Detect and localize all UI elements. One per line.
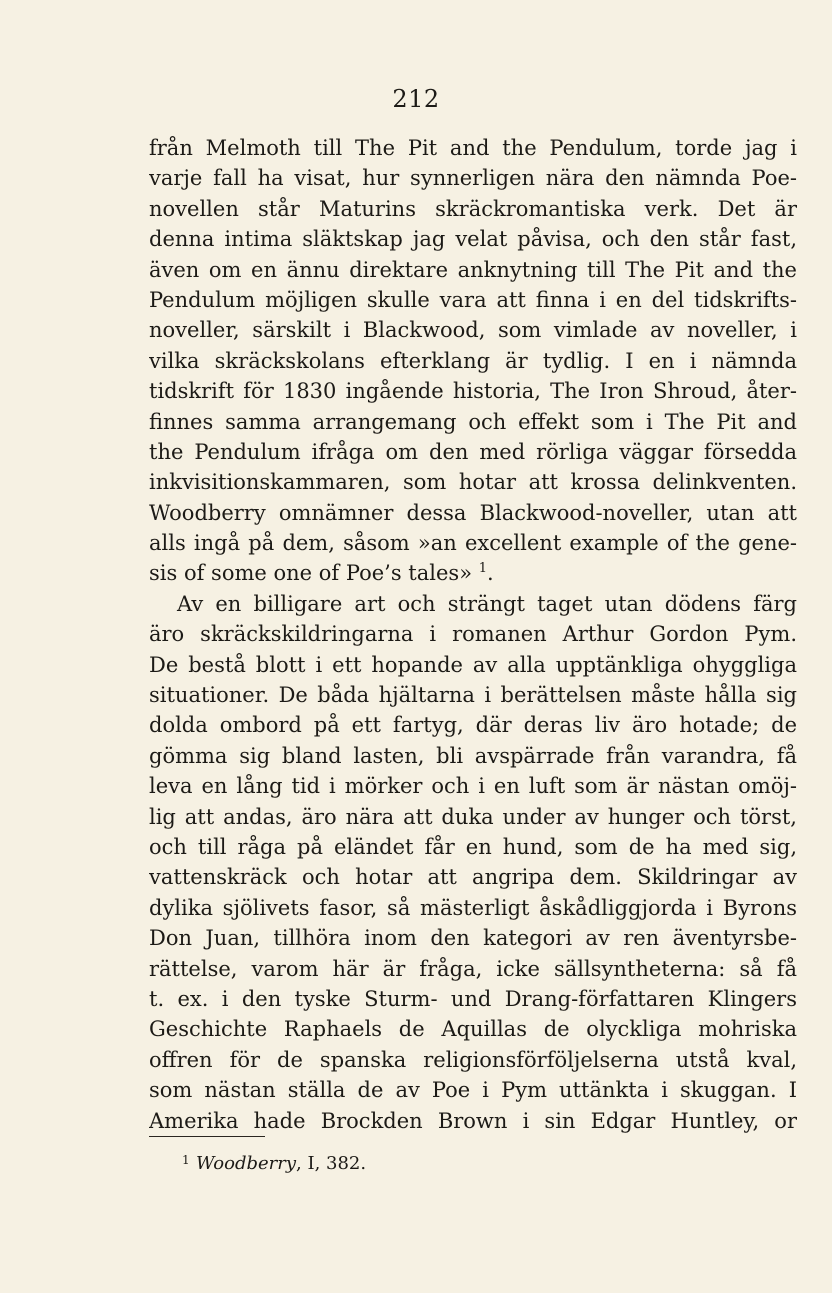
text-line: från Melmoth till The Pit and the Pendulum, torde jag i [149, 136, 797, 160]
text-line: the Pendulum ifråga om den med rörliga väggar försedda [149, 439, 797, 464]
text-line: vattenskräck och hotar att angripa dem. Skildringar av [149, 865, 797, 890]
body-text [149, 133, 797, 1136]
footnote [182, 1151, 367, 1177]
footnote-citation: , I, 382. [296, 1153, 367, 1174]
footnote-reference[interactable]: 1 [478, 561, 488, 577]
text-line: offren för de spanska religionsförföljelserna utstå kval, [149, 1047, 797, 1072]
text-line: Don Juan, tillhöra inom den kategori av ren äventyrsbe- [149, 926, 797, 951]
footnote-ref-period: . [487, 561, 494, 586]
text-line: vilka skräckskolans efterklang är tydlig. I en i nämnda [149, 348, 797, 373]
text-line: lig att andas, äro nära att duka under av hunger och törst, [149, 804, 797, 829]
text-line: varje fall ha visat, hur synnerligen nära den nämnda Poe- [149, 166, 797, 191]
text-line: Geschichte Raphaels de Aquillas de olyckliga mohriska [149, 1017, 797, 1042]
text-line: situationer. De båda hjältarna i berättelsen måste hålla sig [149, 683, 797, 708]
text-line: Woodberry omnämner dessa Blackwood-noveller, utan att [149, 500, 797, 525]
text-line-fragment: sis of some one of Poe’s tales» [149, 561, 473, 586]
text-line: De bestå blott i ett hopande av alla upptänkliga ohyggliga [149, 652, 797, 677]
text-line: alls ingå på dem, såsom »an excellent example of the gene- [149, 531, 797, 556]
text-line: tidskrift för 1830 ingående historia, The Iron Shroud, åter- [149, 379, 797, 404]
text-line: denna intima släktskap jag velat påvisa, och den står fast, [149, 227, 797, 252]
text-line: finnes samma arrangemang och effekt som i The Pit and [149, 409, 797, 434]
page-number: 212 [392, 85, 440, 113]
text-line: novellen står Maturins skräckromantiska verk. Det är [149, 196, 797, 221]
text-line: inkvisitionskammaren, som hotar att krossa delinkventen. [149, 470, 797, 495]
text-line: noveller, särskilt i Blackwood, som vimlade av noveller, i [149, 318, 797, 343]
text-line: även om en ännu direktare anknytning till The Pit and the [149, 257, 797, 282]
text-line: t. ex. i den tyske Sturm- und Drang-författaren Klingers [149, 986, 797, 1011]
text-line: dolda ombord på ett fartyg, där deras liv äro hotade; de [149, 713, 797, 738]
text-line: som nästan ställa de av Poe i Pym uttänkta i skuggan. I [149, 1078, 797, 1103]
text-line: dylika sjölivets fasor, så mästerligt åskådliggjorda i Byrons [149, 895, 797, 920]
text-line-with-footnote-ref [149, 558, 797, 588]
text-line: Pendulum möjligen skulle vara att finna i en del tidskrifts- [149, 287, 797, 312]
text-line: och till råga på eländet får en hund, som de ha med sig, [149, 834, 797, 859]
text-line: äro skräckskildringarna i romanen Arthur Gordon Pym. [149, 622, 797, 647]
paragraph-first-line: Av en billigare art och strängt taget utan dödens färg [177, 591, 797, 616]
footnote-author: Woodberry [196, 1153, 297, 1174]
text-line: gömma sig bland lasten, bli avspärrade från varandra, få [149, 743, 797, 768]
text-line: leva en lång tid i mörker och i en luft som är nästan omöj- [149, 774, 797, 799]
text-line: Amerika hade Brockden Brown i sin Edgar Huntley, or [149, 1108, 797, 1133]
footnote-divider [149, 1136, 265, 1137]
footnote-mark: 1 [182, 1153, 190, 1167]
text-line: rättelse, varom här är fråga, icke sällsyntheterna: så få [149, 956, 797, 981]
